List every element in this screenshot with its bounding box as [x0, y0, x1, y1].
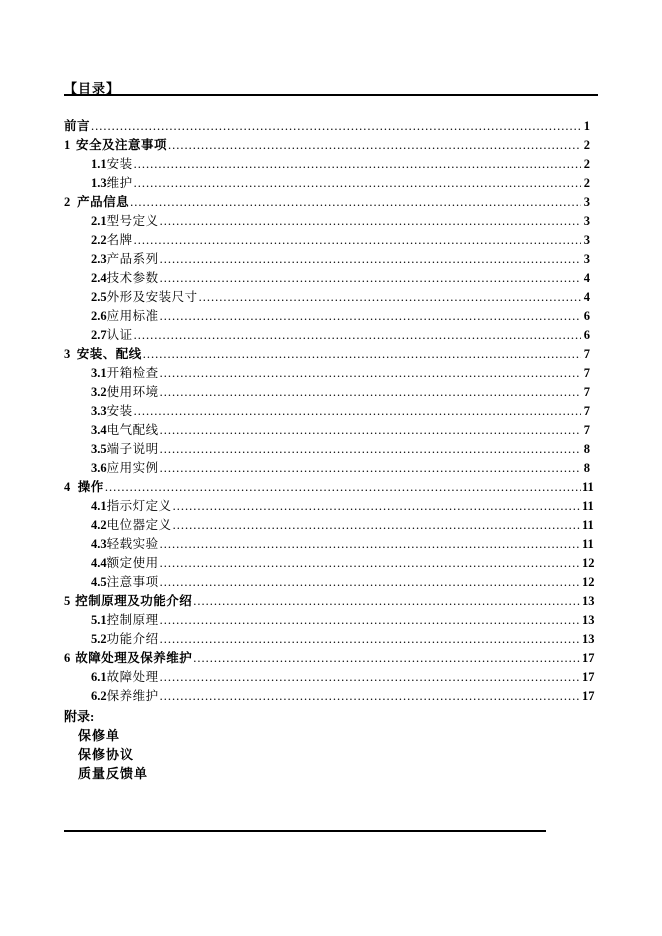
toc-entry-title: 注意事项	[106, 575, 159, 589]
toc-dot-leader	[160, 668, 581, 687]
toc-dot-leader	[193, 592, 581, 611]
toc-entry-page: 3	[583, 233, 590, 247]
toc-entry-number: 4.5	[91, 575, 107, 589]
toc-entry-page: 11	[582, 518, 594, 532]
toc-entry-number: 5.2	[91, 632, 107, 646]
toc-dot-leader	[130, 193, 581, 212]
toc-entry-title: 型号定义	[106, 214, 159, 228]
toc-entry-number: 4	[64, 480, 71, 494]
toc-entry-number: 3.3	[91, 404, 107, 418]
toc-dot-leader	[173, 516, 581, 535]
toc-entry[interactable]	[64, 345, 590, 364]
toc-dot-leader	[134, 326, 581, 345]
toc-entry[interactable]	[64, 516, 594, 535]
toc-entry-number: 2.1	[91, 214, 107, 228]
toc-entry[interactable]	[64, 231, 590, 250]
toc-entry-title: 额定使用	[106, 556, 159, 570]
top-rule	[64, 94, 598, 96]
toc-entry-page: 6	[583, 328, 590, 342]
toc-entry-number: 5.1	[91, 613, 107, 627]
toc-entry-page: 12	[582, 556, 595, 570]
toc-entry-title: 产品信息	[77, 195, 130, 209]
toc-entry-title: 外形及安装尺寸	[106, 290, 198, 304]
toc-entry-number: 3	[64, 347, 71, 361]
toc-entry-page: 17	[582, 689, 595, 703]
toc-dot-leader	[199, 288, 581, 307]
toc-entry-page: 1	[583, 119, 590, 133]
toc-entry-page: 2	[583, 176, 590, 190]
toc-heading: 【目录】	[64, 81, 121, 96]
toc-entry-page: 2	[583, 138, 590, 152]
toc-entry-page: 3	[583, 214, 590, 228]
toc-entry-page: 11	[582, 537, 594, 551]
toc-entry-number: 3.1	[91, 366, 107, 380]
toc-dot-leader	[173, 497, 581, 516]
toc-entry-title: 指示灯定义	[106, 499, 172, 513]
toc-entry[interactable]	[64, 535, 594, 554]
toc-entry-title: 端子说明	[106, 442, 159, 456]
toc-dot-leader	[160, 535, 581, 554]
toc-entry-page: 6	[583, 309, 590, 323]
toc-entry-page: 8	[583, 442, 590, 456]
toc-entry[interactable]	[64, 630, 595, 649]
toc-entry-number: 2.4	[91, 271, 107, 285]
toc-entry[interactable]	[64, 136, 590, 155]
toc-dot-leader	[160, 687, 581, 706]
toc-entry[interactable]	[64, 250, 590, 269]
toc-entry-page: 8	[583, 461, 590, 475]
toc-dot-leader	[160, 630, 581, 649]
toc-entry-title: 前言	[64, 119, 91, 133]
toc-entry-title: 安装、配线	[76, 347, 142, 361]
toc-dot-leader	[160, 573, 581, 592]
toc-entry-number: 1.3	[91, 176, 107, 190]
toc-entry[interactable]	[64, 269, 590, 288]
toc-dot-leader	[160, 269, 581, 288]
toc-entry-number: 1.1	[91, 157, 107, 171]
toc-dot-leader	[105, 478, 581, 497]
toc-entry-page: 12	[582, 575, 595, 589]
toc-entry[interactable]	[64, 117, 590, 136]
toc-entry[interactable]	[64, 478, 594, 497]
toc-entry-number: 5	[64, 594, 71, 608]
toc-entry-title: 名牌	[106, 233, 133, 247]
toc-entry-page: 7	[583, 366, 590, 380]
toc-dot-leader	[160, 364, 581, 383]
toc-entry[interactable]	[64, 193, 590, 212]
toc-entry-page: 3	[583, 252, 590, 266]
toc-entry[interactable]	[64, 174, 590, 193]
toc-dot-leader	[160, 440, 581, 459]
toc-entry-number: 6.1	[91, 670, 107, 684]
toc-entry-number: 3.6	[91, 461, 107, 475]
toc-entry-number: 2.5	[91, 290, 107, 304]
toc-entry-title: 应用标准	[106, 309, 159, 323]
toc-entry[interactable]	[64, 383, 590, 402]
toc-entry-title: 产品系列	[106, 252, 159, 266]
toc-entry-title: 电气配线	[106, 423, 159, 437]
toc-entry[interactable]	[64, 668, 595, 687]
toc-dot-leader	[143, 345, 581, 364]
toc-entry-title: 认证	[106, 328, 133, 342]
toc-entry-page: 3	[583, 195, 590, 209]
toc-dot-leader	[168, 136, 581, 155]
toc-dot-leader	[193, 649, 581, 668]
toc-entry-title: 控制原理	[106, 613, 159, 627]
toc-entry-page: 17	[582, 651, 595, 665]
toc-entry[interactable]	[64, 212, 590, 231]
toc-entry-page: 13	[582, 632, 595, 646]
toc-dot-leader	[160, 212, 581, 231]
table-of-contents	[64, 117, 595, 706]
toc-entry-page: 4	[583, 290, 590, 304]
toc-entry-title: 功能介绍	[106, 632, 159, 646]
toc-entry[interactable]	[64, 687, 595, 706]
appendix-item-warranty-agreement[interactable]: 保修协议	[78, 747, 135, 762]
toc-entry-page: 13	[582, 594, 595, 608]
toc-entry-number: 4.4	[91, 556, 107, 570]
toc-dot-leader	[91, 117, 581, 136]
toc-dot-leader	[134, 402, 581, 421]
toc-entry-title: 应用实例	[106, 461, 159, 475]
toc-entry-page: 7	[583, 347, 590, 361]
toc-entry-number: 3.5	[91, 442, 107, 456]
toc-entry-number: 2.2	[91, 233, 107, 247]
toc-entry-title: 开箱检查	[106, 366, 159, 380]
toc-entry-title: 故障处理	[106, 670, 159, 684]
toc-entry-page: 4	[583, 271, 590, 285]
toc-entry[interactable]	[64, 307, 590, 326]
toc-entry-title: 维护	[106, 176, 133, 190]
toc-entry-number: 2.6	[91, 309, 107, 323]
toc-entry-page: 13	[582, 613, 595, 627]
toc-entry-title: 控制原理及功能介绍	[75, 594, 193, 608]
toc-dot-leader	[134, 231, 581, 250]
toc-dot-leader	[134, 155, 581, 174]
toc-entry[interactable]	[64, 155, 590, 174]
toc-dot-leader	[160, 554, 581, 573]
toc-entry-page: 11	[582, 480, 594, 494]
toc-entry[interactable]	[64, 364, 590, 383]
toc-entry-number: 4.2	[91, 518, 107, 532]
toc-dot-leader	[134, 174, 581, 193]
toc-entry-title: 使用环境	[106, 385, 159, 399]
toc-entry-number: 6	[64, 651, 71, 665]
toc-entry[interactable]	[64, 497, 594, 516]
toc-entry[interactable]	[64, 573, 595, 592]
toc-entry-title: 故障处理及保养维护	[75, 651, 193, 665]
toc-entry-number: 2.3	[91, 252, 107, 266]
toc-entry-title: 操作	[77, 480, 104, 494]
toc-entry-title: 电位器定义	[106, 518, 172, 532]
appendix	[64, 707, 148, 783]
toc-entry-page: 11	[582, 499, 594, 513]
toc-entry[interactable]	[64, 288, 590, 307]
toc-entry-number: 2.7	[91, 328, 107, 342]
appendix-item-quality-feedback[interactable]: 质量反馈单	[78, 766, 149, 781]
toc-entry-page: 7	[583, 423, 590, 437]
toc-dot-leader	[160, 459, 581, 478]
toc-dot-leader	[160, 383, 581, 402]
toc-entry[interactable]	[64, 326, 590, 345]
toc-entry[interactable]	[64, 649, 595, 668]
toc-entry[interactable]	[64, 554, 595, 573]
toc-entry[interactable]	[64, 592, 595, 611]
toc-entry-number: 2	[64, 195, 71, 209]
toc-entry[interactable]	[64, 440, 590, 459]
toc-entry[interactable]	[64, 459, 590, 478]
toc-entry-number: 6.2	[91, 689, 107, 703]
toc-entry-page: 17	[582, 670, 595, 684]
toc-entry-page: 2	[583, 157, 590, 171]
toc-entry-title: 技术参数	[106, 271, 159, 285]
toc-entry-number: 4.3	[91, 537, 107, 551]
toc-dot-leader	[160, 307, 581, 326]
toc-entry-title: 安装	[106, 404, 133, 418]
toc-entry-title: 轻载实验	[106, 537, 159, 551]
toc-entry-title: 安装	[106, 157, 133, 171]
bottom-rule	[64, 830, 546, 832]
toc-entry-page: 7	[583, 404, 590, 418]
toc-entry[interactable]	[64, 611, 595, 630]
toc-entry-number: 3.2	[91, 385, 107, 399]
toc-entry-page: 7	[583, 385, 590, 399]
toc-entry-title: 保养维护	[106, 689, 159, 703]
toc-entry[interactable]	[64, 402, 590, 421]
toc-entry[interactable]	[64, 421, 590, 440]
toc-entry-number: 4.1	[91, 499, 107, 513]
toc-entry-number: 1	[64, 138, 71, 152]
toc-entry-number: 3.4	[91, 423, 107, 437]
appendix-title: 附录:	[64, 709, 95, 724]
toc-dot-leader	[160, 250, 581, 269]
toc-entry-title: 安全及注意事项	[75, 138, 167, 152]
appendix-item-warranty-card[interactable]: 保修单	[78, 728, 121, 743]
toc-dot-leader	[160, 611, 581, 630]
toc-dot-leader	[160, 421, 581, 440]
